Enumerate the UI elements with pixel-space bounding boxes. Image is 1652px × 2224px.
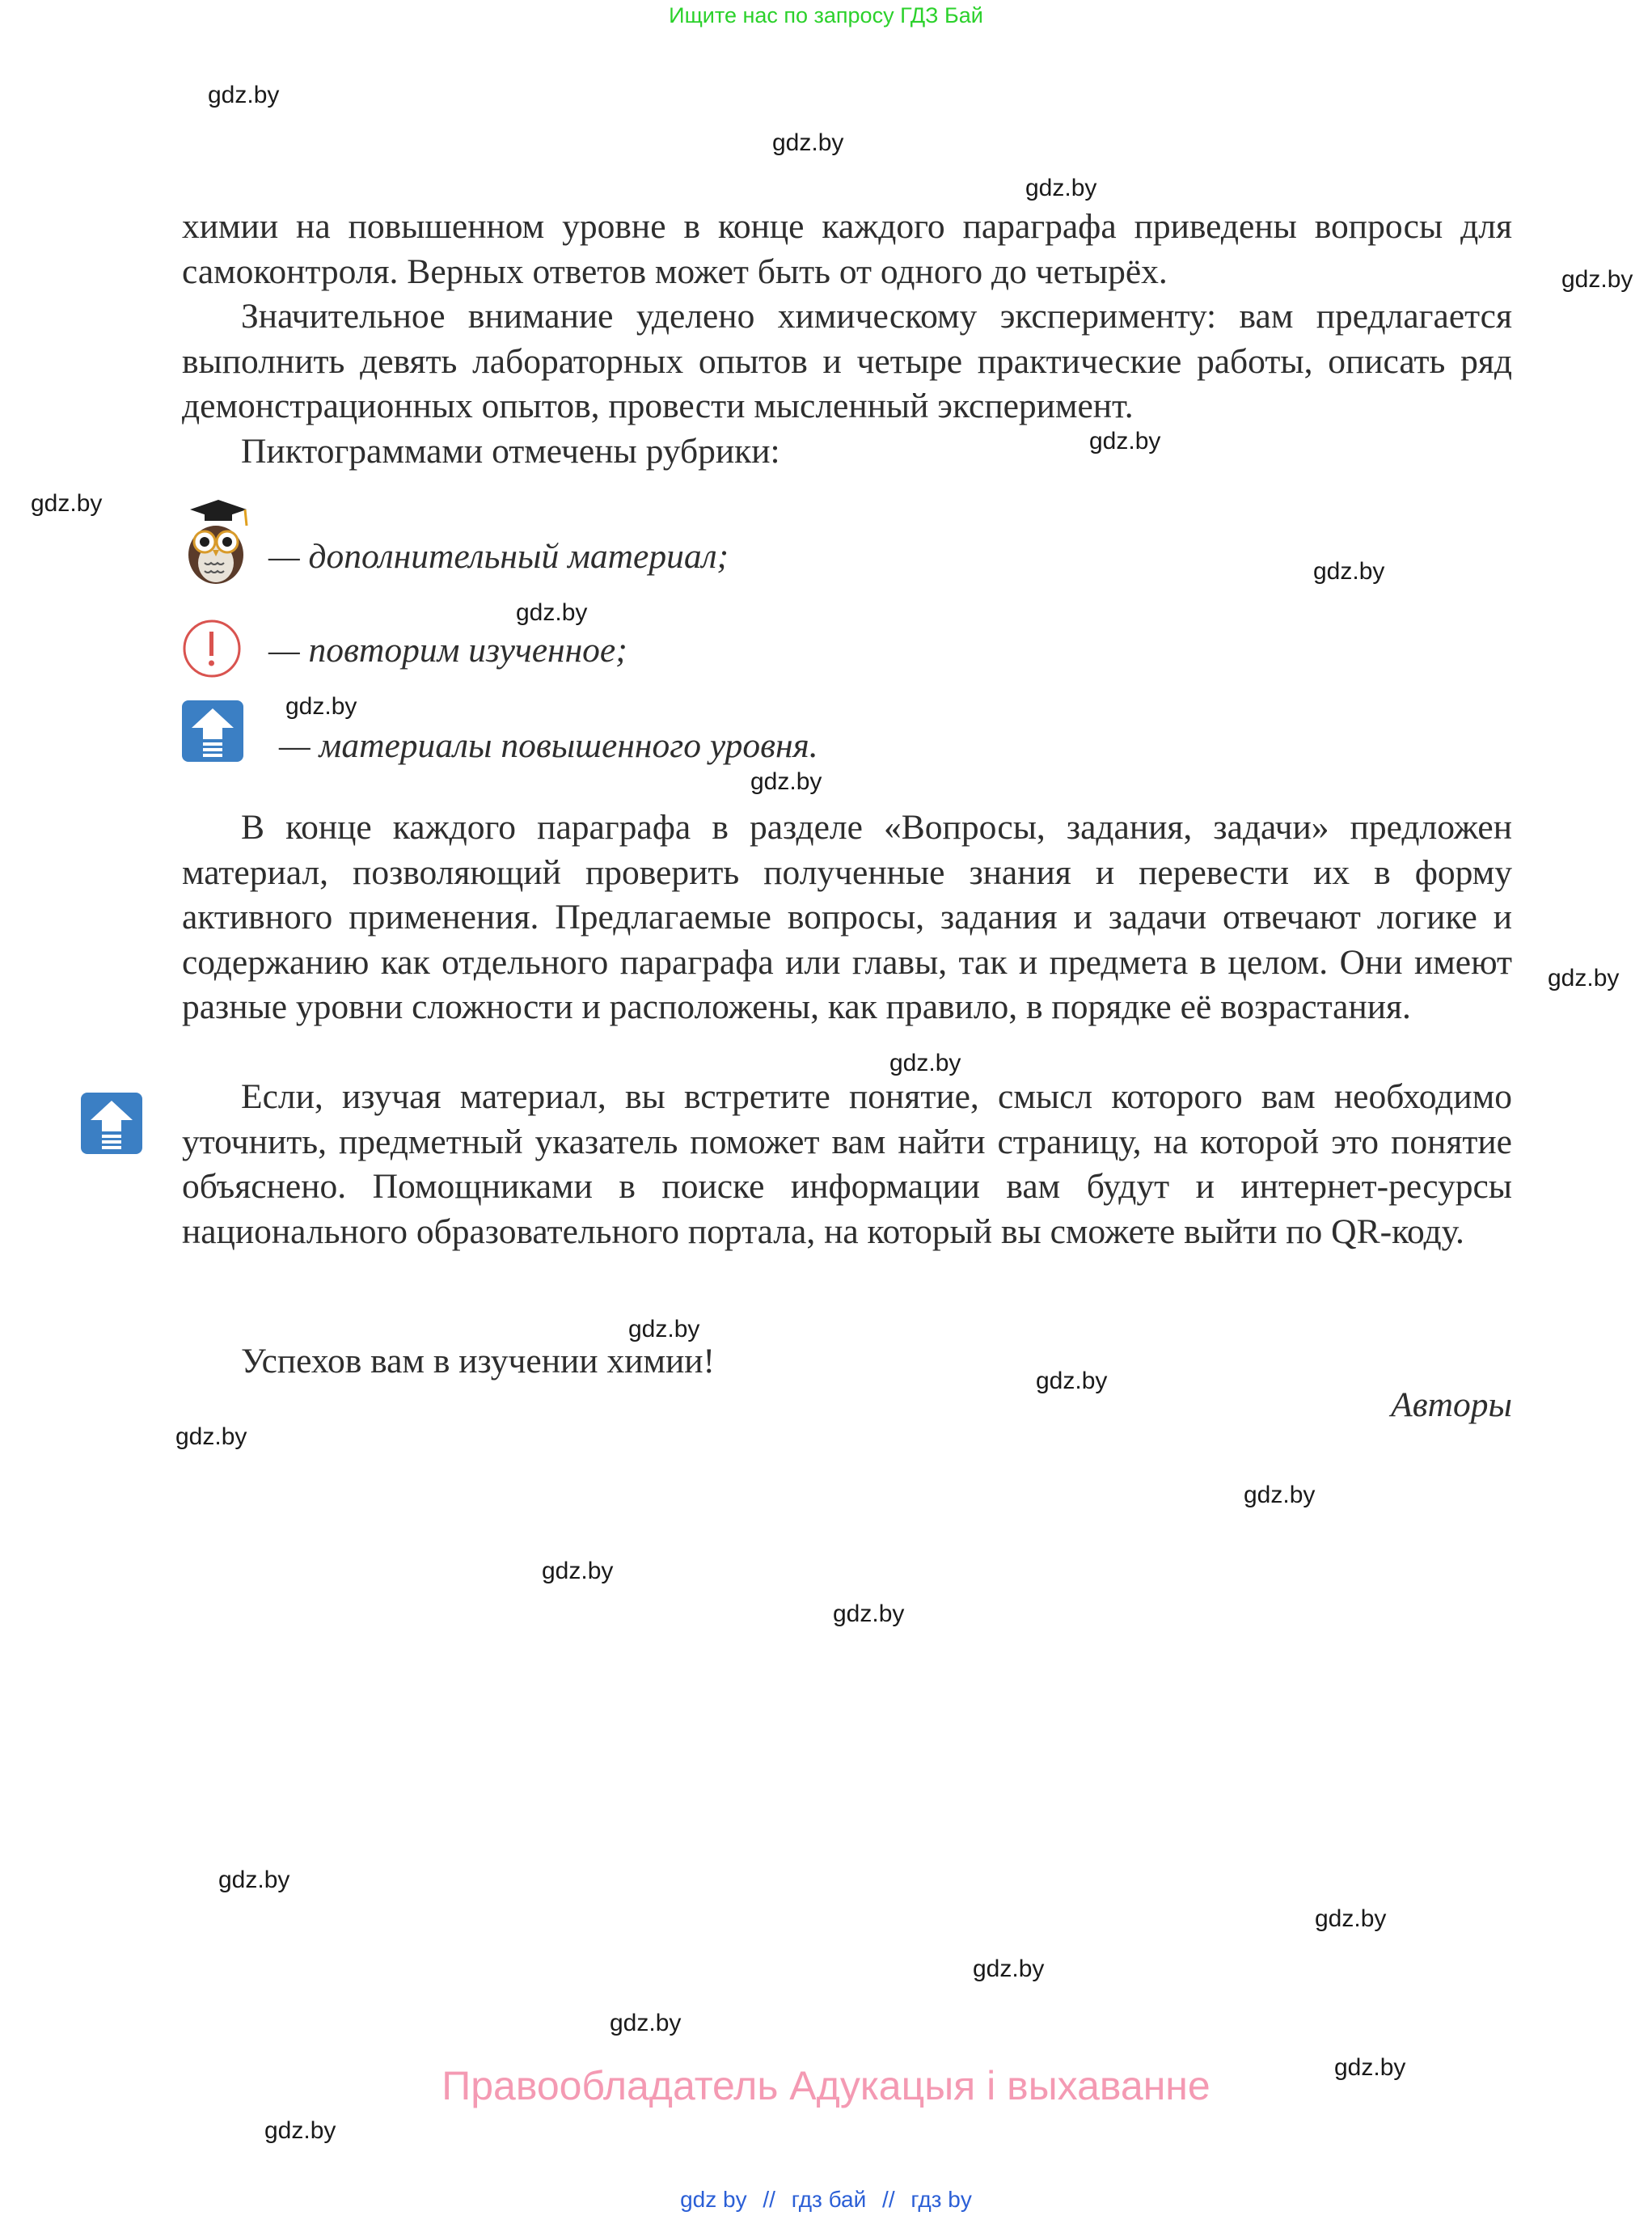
link-gdz-by[interactable]: gdz by xyxy=(680,2187,747,2212)
link-separator: // xyxy=(882,2187,895,2212)
watermark: gdz.by xyxy=(610,2010,682,2036)
watermark: gdz.by xyxy=(833,1600,905,1627)
legend-owl xyxy=(182,497,729,589)
watermark: gdz.by xyxy=(1561,266,1633,293)
legend-arrow-text: — материалы повышенного уровня. xyxy=(279,726,818,765)
paragraph-1: химии на повышенном уровне в конце каждого параграфа приведены вопросы для самоконтроля. Верных ответов может быть от одного до четырёх. xyxy=(182,207,1512,291)
search-banner[interactable]: Ищите нас по запросу ГДЗ Бай xyxy=(669,3,983,27)
exclamation-icon xyxy=(182,619,242,682)
watermark: gdz.by xyxy=(1025,175,1097,201)
watermark: gdz.by xyxy=(1334,2054,1406,2081)
watermark: gdz.by xyxy=(1548,965,1620,991)
owl-icon xyxy=(182,497,251,589)
legend-arrow xyxy=(182,700,818,766)
watermark: gdz.by xyxy=(175,1423,247,1450)
paragraph-6: Успехов вам в изучении химии! xyxy=(241,1342,716,1380)
bottom-links xyxy=(0,2187,1652,2213)
watermark: gdz.by xyxy=(1089,428,1161,455)
watermark: gdz.by xyxy=(264,2117,336,2144)
copyright-notice: Правообладатель Адукацыя і выхаванне xyxy=(442,2063,1210,2108)
signature-authors: Авторы xyxy=(1391,1385,1512,1424)
paragraph-5: Если, изучая материал, вы встретите понятие, смысл которого вам необходимо уточнить, предметный указатель поможет вам найти страницу, на которой это понятие объяснено. Помощниками в поиске информации вам будут и интернет-ресурсы национального образовательного портала, на который вы сможете выйти по QR-коду. xyxy=(182,1077,1512,1251)
link-gdz-bai[interactable]: гдз бай xyxy=(791,2187,867,2212)
watermark: gdz.by xyxy=(750,768,822,795)
paragraph-3: Пиктограммами отмечены рубрики: xyxy=(241,432,780,471)
legend-owl-text: — дополнительный материал; xyxy=(268,537,729,576)
watermark: gdz.by xyxy=(285,693,357,720)
watermark: gdz.by xyxy=(1313,558,1385,585)
watermark: gdz.by xyxy=(218,1867,290,1893)
watermark: gdz.by xyxy=(628,1316,700,1342)
watermark: gdz.by xyxy=(542,1558,614,1584)
paragraph-4: В конце каждого параграфа в разделе «Вопросы, задания, задачи» предложен материал, позволяющий проверить полученные знания и перевести их в форму активного применения. Предлагаемые вопросы, задания и задачи отвечают логике и содержанию как отдельного параграфа или главы, так и предмета в целом. Они имеют разные уровни сложности и расположены, как правило, в порядке её возрастания. xyxy=(182,808,1512,1026)
arrow-up-icon xyxy=(182,700,243,765)
watermark: gdz.by xyxy=(516,599,588,626)
watermark: gdz.by xyxy=(889,1050,961,1076)
watermark: gdz.by xyxy=(1244,1482,1316,1508)
arrow-up-icon xyxy=(81,1093,142,1157)
watermark: gdz.by xyxy=(1036,1368,1108,1394)
link-separator: // xyxy=(763,2187,775,2212)
watermark: gdz.by xyxy=(208,82,280,108)
legend-exclamation-text: — повторим изученное; xyxy=(268,631,627,670)
legend-exclamation xyxy=(182,619,627,682)
watermark: gdz.by xyxy=(973,1956,1045,1982)
watermark: gdz.by xyxy=(772,129,844,156)
paragraph-2: Значительное внимание уделено химическому эксперименту: вам предлагается выполнить девять лабораторных опытов и четыре практические работы, описать ряд демонстрационных опытов, провести мысленный эксперимент. xyxy=(182,297,1512,425)
watermark: gdz.by xyxy=(31,490,103,517)
link-gdz-by-alt[interactable]: гдз by xyxy=(911,2187,972,2212)
watermark: gdz.by xyxy=(1315,1905,1387,1932)
